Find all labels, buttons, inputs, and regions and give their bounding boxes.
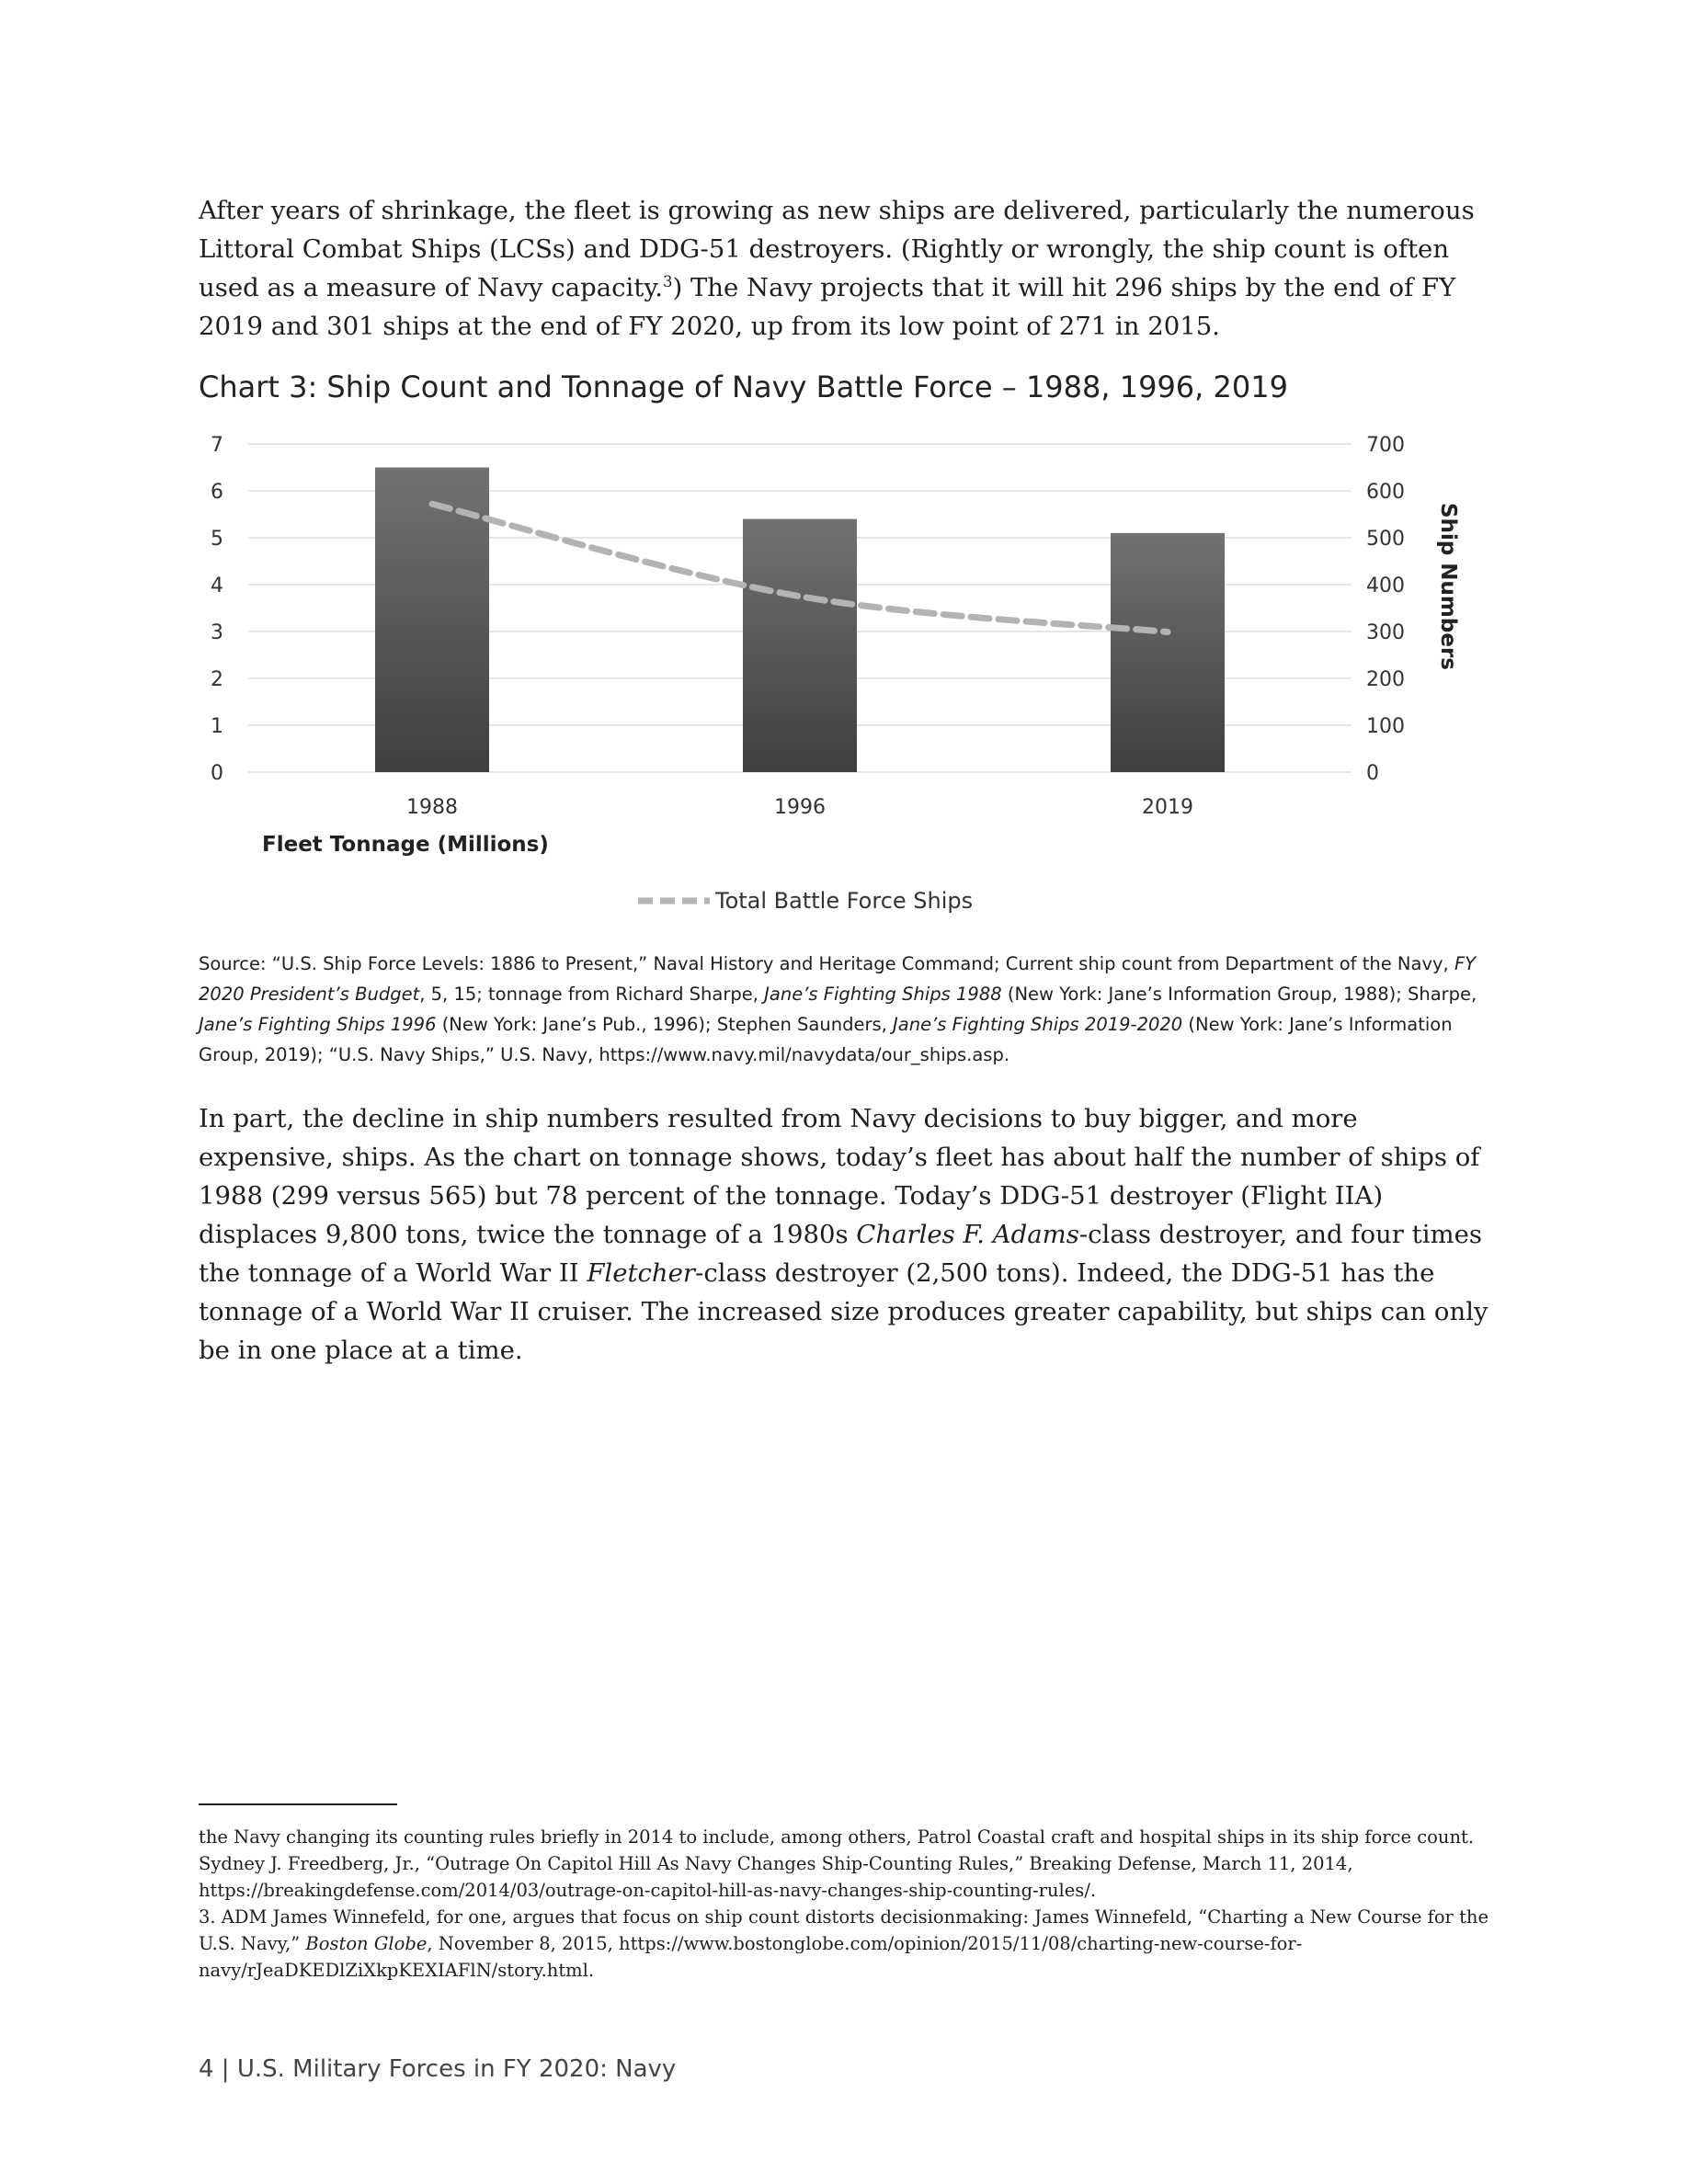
footnote-3-text-b: , November 8, 2015, https://www.bostonglobe.com/opinion/2015/11/08/charting-new-course-for-navy/rJeaDKEDlZiXkpKEXIAFlN/story.html. [199,1933,1303,1981]
body-paragraph [199,1099,1495,1370]
legend-label: Total Battle Force Ships [715,888,974,914]
right-axis-title: Ship Numbers [1436,503,1460,670]
x-axis-labels [406,796,1193,819]
body-text-a: In part, the decline in ship numbers resulted from Navy decisions to buy bigger, and more expensive, ships. As the chart on tonnage shows, today’s fleet has about half the number of ships of 1988 (299 versus 565) but 78 percent of the tonnage. Today’s DDG-51 destroyer (Flight IIA) displaces 9,800 tons, twice the tonnage of a 1980s [199,1104,1480,1249]
source-mid-3: (New York: Jane’s Pub., 1996); Stephen Saunders, [436,1014,894,1035]
page-footer: 4 | U.S. Military Forces in FY 2020: Navy [199,2055,677,2083]
left-tick-label: 3 [211,621,223,644]
footnote-3 [199,1904,1495,1984]
source-italic-4: Jane’s Fighting Ships 2019-2020 [893,1014,1183,1035]
source-italic-2: Jane’s Fighting Ships 1988 [764,984,1002,1005]
left-tick-label: 1 [211,715,223,738]
left-axis-ticks [211,434,223,785]
source-italic-3: Jane’s Fighting Ships 1996 [199,1014,437,1035]
left-tick-label: 2 [211,668,223,691]
bars [375,468,1225,773]
source-mid-1: , 5, 15; tonnage from Richard Sharpe, [419,984,765,1005]
footnotes [199,1824,1495,1984]
x-tick-label: 1988 [406,796,458,819]
left-tick-label: 5 [211,528,223,551]
left-tick-label: 4 [211,574,223,597]
bar-2019 [1111,533,1225,772]
footnote-continued: the Navy changing its counting rules briefly in 2014 to include, among others, Patrol Coastal craft and hospital ships in its ship force count. Sydney J. Freedberg, Jr., “Outrage On Capitol Hill As Navy Changes Ship-Counting Rules,” Breaking Defense, March 11, 2014, https://breakingdefense.com/2014/03/outrage-on-capitol-hill-as-navy-changes-ship-counting-rules/. [199,1826,1475,1901]
x-axis-title: Fleet Tonnage (Millions) [262,833,549,857]
source-mid-2: (New York: Jane’s Information Group, 1988); Sharpe, [1001,984,1477,1005]
x-tick-label: 2019 [1142,796,1193,819]
right-tick-label: 0 [1366,762,1379,785]
right-axis-ticks [1366,434,1405,785]
intro-text-a: After years of shrinkage, the fleet is growing as new ships are delivered, particularly the numerous Littoral Combat Ships (LCSs) and DDG-51 destroyers. (Rightly or wrongly, the ship count is often used as a measure of Navy capacity. [199,196,1475,302]
right-tick-label: 400 [1366,574,1405,597]
left-tick-label: 7 [211,434,223,457]
source-suffix: (New York: Jane’s Information Group, 2019); “U.S. Navy Ships,” U.S. Navy, https://www.navy.mil/navydata/our_ships.asp. [199,1014,1453,1065]
body-text-c: -class destroyer (2,500 tons). Indeed, the DDG-51 has the tonnage of a World War II cruiser. The increased size produces greater capability, but ships can only be in one place at a time. [199,1258,1488,1365]
legend [638,888,973,914]
body-italic-adams: Charles F. Adams [856,1220,1079,1249]
footnote-3-italic: Boston Globe [305,1933,428,1954]
right-tick-label: 600 [1366,481,1405,504]
right-tick-label: 500 [1366,528,1405,551]
chart-source-note [199,949,1495,1070]
right-tick-label: 300 [1366,621,1405,644]
source-prefix: Source: “U.S. Ship Force Levels: 1886 to Present,” Naval History and Heritage Command; Current ship count from Department of the Navy, [199,953,1454,974]
ship-count-chart [0,0,1688,928]
right-tick-label: 700 [1366,434,1405,457]
left-tick-label: 0 [211,762,223,785]
footnote-3-text-a: 3. ADM James Winnefeld, for one, argues that focus on ship count distorts decisionmaking: James Winnefeld, “Charting a New Course for the U.S. Navy,” [199,1906,1489,1954]
right-tick-label: 100 [1366,715,1405,738]
left-tick-label: 6 [211,481,223,504]
footnote-ref-3[interactable]: 3 [662,272,673,290]
intro-text-b: ) The Navy projects that it will hit 296 ships by the end of FY 2019 and 301 ships at the end of FY 2020, up from its low point of 271 in 2015. [199,273,1456,341]
body-text-b: -class destroyer, and four times the tonnage of a World War II [199,1220,1482,1288]
footnote-divider [199,1803,397,1805]
bar-1996 [743,519,857,772]
body-italic-fletcher: Fletcher [587,1258,696,1288]
chart-title: Chart 3: Ship Count and Tonnage of Navy Battle Force – 1988, 1996, 2019 [199,370,1288,404]
right-tick-label: 200 [1366,668,1405,691]
x-tick-label: 1996 [774,796,826,819]
source-italic-1: FY 2020 President’s Budget [199,953,1477,1005]
